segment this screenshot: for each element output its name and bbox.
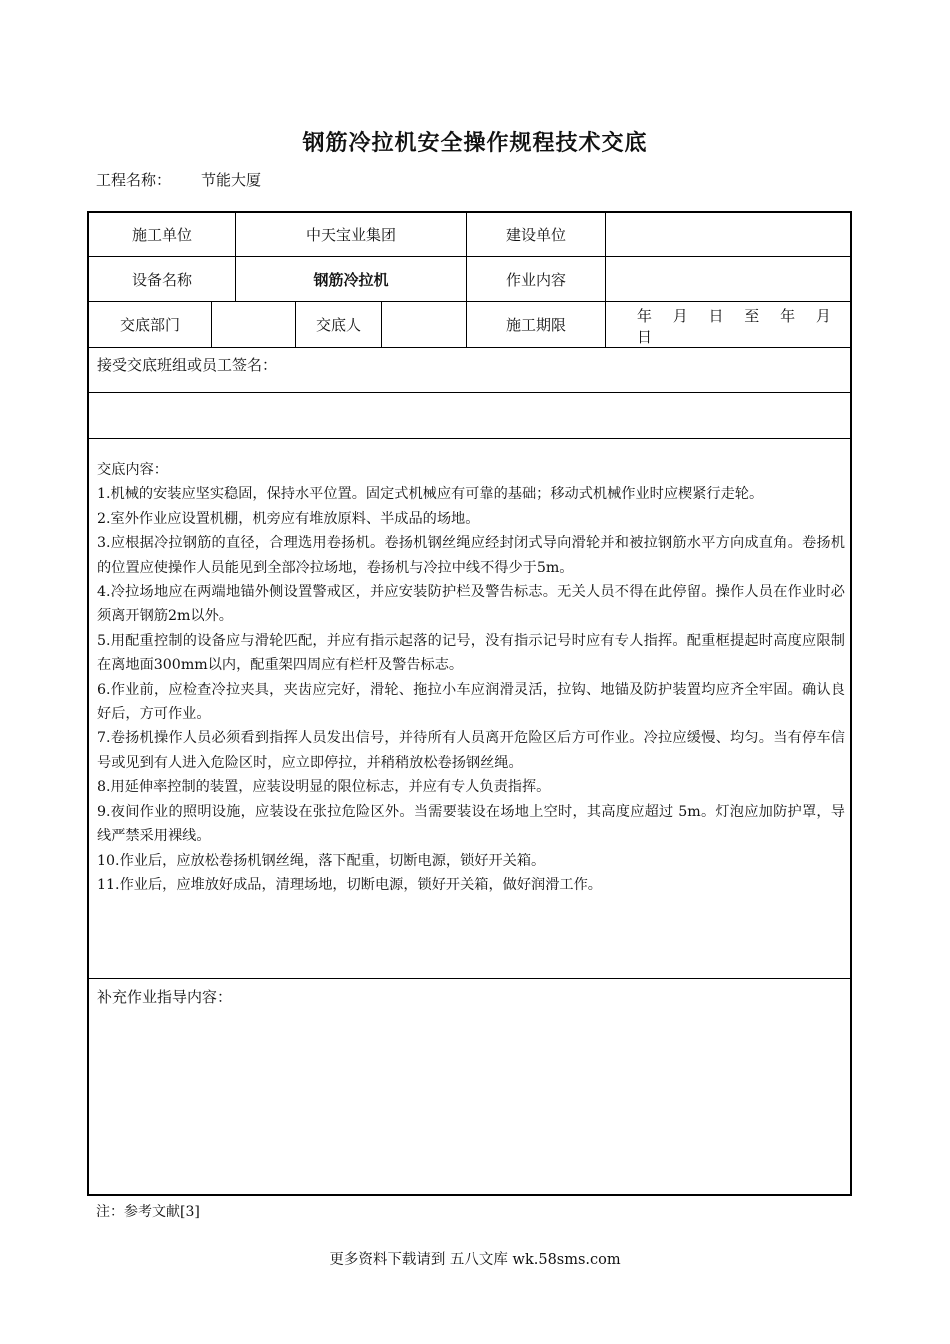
content-item: 1.机械的安装应坚实稳固，保持水平位置。固定式机械应有可靠的基础；移动式机械作业时应楔紧行走轮。: [97, 486, 764, 503]
content-item: 6.作业前，应检查冷拉夹具，夹齿应完好，滑轮、拖拉小车应润滑灵活，拉钩、地锚及防护装置均应齐全牢固。确认良好后，方可作业。: [97, 681, 845, 723]
equipment-name-value: 钢筋冷拉机: [313, 270, 389, 289]
work-content-value: [606, 257, 850, 301]
disclosure-form-table: [87, 211, 852, 1196]
construction-period-label: 施工期限: [505, 316, 566, 334]
equipment-name-label: 设备名称: [131, 270, 192, 289]
construction-period-value: 年 月 日 至 年 月 日: [637, 307, 833, 346]
discloser-label: 交底人: [315, 316, 361, 334]
owner-unit-value: [606, 213, 850, 256]
reference-note: 注：参考文献[3]: [96, 1204, 200, 1220]
supplement-label: 补充作业指导内容：: [97, 988, 233, 1006]
project-name-value: 节能大厦: [201, 171, 262, 189]
footer-download-link[interactable]: 更多资料下载请到 五八文库 wk.58sms.com: [329, 1252, 621, 1268]
content-item: 10.作业后，应放松卷扬机钢丝绳，落下配重，切断电源，锁好开关箱。: [97, 852, 546, 869]
content-item: 3.应根据冷拉钢筋的直径，合理选用卷扬机。卷扬机钢丝绳应经封闭式导向滑轮并和被拉钢筋水平方向成直角。卷扬机的位置应使操作人员能见到全部冷拉场地，卷扬机与冷拉中线不得少于5m。: [97, 535, 845, 576]
row-divider: [89, 392, 850, 393]
document-title: 钢筋冷拉机安全操作规程技术交底: [302, 131, 648, 156]
row-divider: [89, 347, 850, 348]
discloser-value: [382, 302, 466, 347]
content-item: 2.室外作业应设置机棚，机旁应有堆放原料、半成品的场地。: [97, 510, 480, 527]
content-item: 7.卷扬机操作人员必须看到指挥人员发出信号，并待所有人员离开危险区后方可作业。冷拉应缓慢、均匀。当有停车信号或见到有人进入危险区时，应立即停拉，并稍稍放松卷扬钢丝绳。: [97, 730, 845, 771]
row-divider: [89, 438, 850, 439]
row-divider: [89, 978, 850, 979]
construction-unit-label: 施工单位: [131, 226, 192, 244]
signature-label: 接受交底班组或员工签名：: [97, 356, 278, 374]
disclosure-dept-label: 交底部门: [119, 316, 180, 334]
content-item: 5.用配重控制的设备应与滑轮匹配，并应有指示起落的记号，没有指示记号时应有专人指挥。配重框提起时高度应限制在离地面300mm以内，配重架四周应有栏杆及警告标志。: [97, 632, 845, 674]
project-name-label: 工程名称：: [96, 171, 172, 189]
work-content-label: 作业内容: [505, 270, 566, 289]
project-name-row: [96, 169, 261, 190]
owner-unit-label: 建设单位: [505, 226, 566, 244]
content-heading: 交底内容：: [97, 462, 168, 478]
content-item: 9.夜间作业的照明设施，应装设在张拉危险区外。当需要装设在场地上空时，其高度应超过 5m。灯泡应加防护罩，导线严禁采用裸线。: [97, 803, 845, 845]
disclosure-content: [97, 458, 845, 897]
construction-unit-value: 中天宝业集团: [305, 226, 396, 244]
content-item: 4.冷拉场地应在两端地锚外侧设置警戒区，并应安装防护栏及警告标志。无关人员不得在此停留。操作人员在作业时必须离开钢筋2m以外。: [97, 584, 845, 625]
content-item: 8.用延伸率控制的装置，应装设明显的限位标志，并应有专人负责指挥。: [97, 779, 551, 796]
disclosure-dept-value: [212, 302, 295, 347]
content-item: 11.作业后，应堆放好成品，清理场地，切断电源，锁好开关箱，做好润滑工作。: [97, 876, 602, 893]
